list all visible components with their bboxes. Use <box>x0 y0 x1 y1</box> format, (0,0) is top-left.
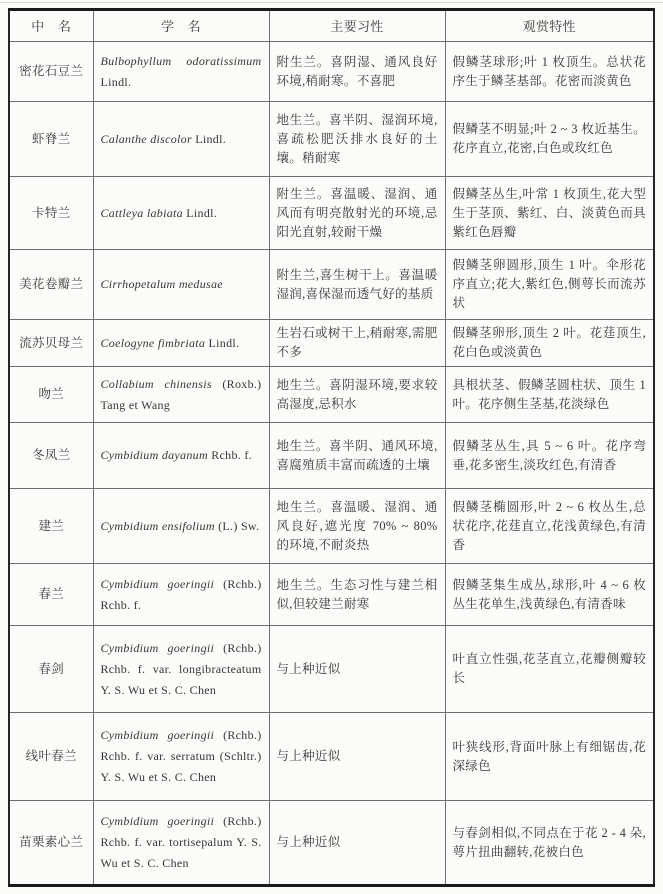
habit-cell: 与上种近似 <box>269 713 445 801</box>
scientific-name-cell <box>93 320 269 367</box>
habit-cell: 与上种近似 <box>269 626 445 713</box>
scientific-name-binomial: Cymbidium goeringii <box>100 640 215 655</box>
table-header-row <box>9 10 654 42</box>
scientific-name-binomial: Coelogyne fimbriata <box>100 335 206 350</box>
scientific-name-cell <box>93 489 269 564</box>
ornamental-cell: 假鳞茎球形;叶 1 枚顶生。总状花序生于鳞茎基部。花密而淡黄色 <box>445 42 654 102</box>
scientific-name-cell <box>93 250 269 320</box>
habit-cell: 附生兰,喜生树干上。喜温暖湿润,喜保湿而透气好的基质 <box>269 250 445 320</box>
scientific-name-cell <box>93 177 269 250</box>
habit-cell: 地生兰。喜阴湿环境,要求较高湿度,忌积水 <box>269 367 445 423</box>
scientific-name-authority: Lindl. <box>205 335 240 350</box>
table-row <box>9 713 654 801</box>
table-body <box>9 42 654 886</box>
chinese-name-cell: 线叶春兰 <box>9 713 93 801</box>
chinese-name-cell: 春剑 <box>9 626 93 713</box>
chinese-name-cell: 吻兰 <box>9 367 93 423</box>
table-row <box>9 489 654 564</box>
ornamental-cell: 假鳞茎集生成丛,球形,叶 4 ~ 6 枚丛生花单生,浅黄绿色,有清香味 <box>445 564 654 626</box>
scientific-name-authority: (Roxb.) Tang et Wang <box>100 376 262 412</box>
habit-cell: 地生兰。生态习性与建兰相似,但较建兰耐寒 <box>269 564 445 626</box>
scientific-name-binomial: Collabium chinensis <box>100 376 212 391</box>
scientific-name-binomial: Bulbophyllum odoratissimum <box>100 53 262 68</box>
column-header-main-habits: 主要习性 <box>269 10 445 42</box>
table-header <box>9 10 654 42</box>
scientific-name-authority: (Rchb.) Rchb. f. var. serratum (Schltr.) Y. S. Wu et S. C. Chen <box>100 728 262 784</box>
ornamental-cell: 假鳞茎丛生,叶常 1 枚顶生,花大型生于茎顶、紫红、白、淡黄色而具紫红色唇瓣 <box>445 177 654 250</box>
ornamental-cell: 假鳞茎卵形,顶生 2 叶。花莛顶生,花白色或淡黄色 <box>445 320 654 367</box>
chinese-name-cell: 春兰 <box>9 564 93 626</box>
chinese-name-cell: 建兰 <box>9 489 93 564</box>
scientific-name-authority: Lindl. <box>191 131 227 146</box>
table-row <box>9 177 654 250</box>
chinese-name-cell: 虾脊兰 <box>9 102 93 177</box>
table-row <box>9 102 654 177</box>
ornamental-cell: 假鳞茎不明显;叶 2 ~ 3 枚近基生。花序直立,花密,白色或玫红色 <box>445 102 654 177</box>
habit-cell: 地生兰。喜半阴、通风环境,喜腐殖质丰富而疏透的土壤 <box>269 423 445 489</box>
ornamental-cell: 假鳞茎椭圆形,叶 2 ~ 6 枚丛生,总状花序,花莛直立,花浅黄绿色,有清香 <box>445 489 654 564</box>
habit-cell: 附生兰。喜阴湿、通风良好环境,稍耐寒。不喜肥 <box>269 42 445 102</box>
scientific-name-authority: (Rchb.) Rchb. f. var. tortisepalum Y. S. Wu et S. C. Chen <box>100 814 262 870</box>
table-row <box>9 801 654 886</box>
table-row <box>9 367 654 423</box>
scan-artifact-line <box>0 2 663 3</box>
ornamental-cell: 叶直立性强,花茎直立,花瓣侧瓣较长 <box>445 626 654 713</box>
table-row <box>9 626 654 713</box>
scientific-name-authority: Rchb. f. <box>207 448 252 462</box>
table-row <box>9 320 654 367</box>
ornamental-cell: 假鳞茎卵圆形,顶生 1 叶。伞形花序直立;花大,紫红色,侧萼长而流苏状 <box>445 250 654 320</box>
ornamental-cell: 具根状茎、假鳞茎圆柱状、顶生 1 叶。花序侧生茎基,花淡绿色 <box>445 367 654 423</box>
orchid-species-table <box>8 8 655 887</box>
scientific-name-authority: (Rchb.) Rchb. f. <box>100 576 262 612</box>
scientific-name-cell <box>93 42 269 102</box>
scientific-name-binomial: Cymbidium goeringii <box>100 814 215 828</box>
habit-cell: 地生兰。喜半阴、湿润环境,喜疏松肥沃排水良好的土壤。稍耐寒 <box>269 102 445 177</box>
habit-cell: 地生兰。喜温暖、湿润、通风良好,遮光度 70% ~ 80% 的环境,不耐炎热 <box>269 489 445 564</box>
scientific-name-binomial: Cirrhopetalum medusae <box>100 277 223 291</box>
chinese-name-cell: 苗栗素心兰 <box>9 801 93 886</box>
scientific-name-authority: (Rchb.) Rchb. f. var. longibracteatum Y. S. Wu et S. C. Chen <box>100 640 262 697</box>
scientific-name-cell <box>93 102 269 177</box>
habit-cell: 与上种近似 <box>269 801 445 886</box>
ornamental-cell: 与春剑相似,不同点在于花 2 - 4 朵,萼片扭曲翻转,花被白色 <box>445 801 654 886</box>
habit-cell: 生岩石或树干上,稍耐寒,需肥不多 <box>269 320 445 367</box>
scientific-name-authority: Lindl. <box>182 205 218 220</box>
scientific-name-authority: (L.) Sw. <box>214 518 260 533</box>
column-header-scientific-name: 学 名 <box>93 10 269 42</box>
scientific-name-binomial: Cymbidium goeringii <box>100 576 215 591</box>
scientific-name-cell <box>93 713 269 801</box>
chinese-name-cell: 密花石豆兰 <box>9 42 93 102</box>
ornamental-cell: 叶狭线形,背面叶脉上有细锯齿,花深绿色 <box>445 713 654 801</box>
scientific-name-binomial: Cymbidium dayanum <box>100 448 208 462</box>
chinese-name-cell: 冬凤兰 <box>9 423 93 489</box>
ornamental-cell: 假鳞茎丛生,具 5 ~ 6 叶。花序弯垂,花多密生,淡玫红色,有清香 <box>445 423 654 489</box>
scientific-name-cell <box>93 367 269 423</box>
column-header-chinese-name: 中 名 <box>9 10 93 42</box>
scientific-name-binomial: Cymbidium ensifolium <box>100 518 215 533</box>
chinese-name-cell: 卡特兰 <box>9 177 93 250</box>
scientific-name-cell <box>93 423 269 489</box>
habit-cell: 附生兰。喜温暖、湿润、通风而有明亮散射光的环境,忌阳光直射,较耐干燥 <box>269 177 445 250</box>
scientific-name-cell <box>93 564 269 626</box>
scientific-name-cell <box>93 801 269 886</box>
table-row <box>9 423 654 489</box>
table-row <box>9 250 654 320</box>
scientific-name-binomial: Cymbidium goeringii <box>100 728 215 742</box>
scientific-name-binomial: Cattleya labiata <box>100 205 183 220</box>
table-row <box>9 564 654 626</box>
column-header-ornamental-traits: 观赏特性 <box>445 10 654 42</box>
table-row <box>9 42 654 102</box>
chinese-name-cell: 流苏贝母兰 <box>9 320 93 367</box>
scientific-name-authority: Lindl. <box>100 74 132 89</box>
scientific-name-binomial: Calanthe discolor <box>100 131 192 146</box>
scientific-name-cell <box>93 626 269 713</box>
chinese-name-cell: 美花卷瓣兰 <box>9 250 93 320</box>
